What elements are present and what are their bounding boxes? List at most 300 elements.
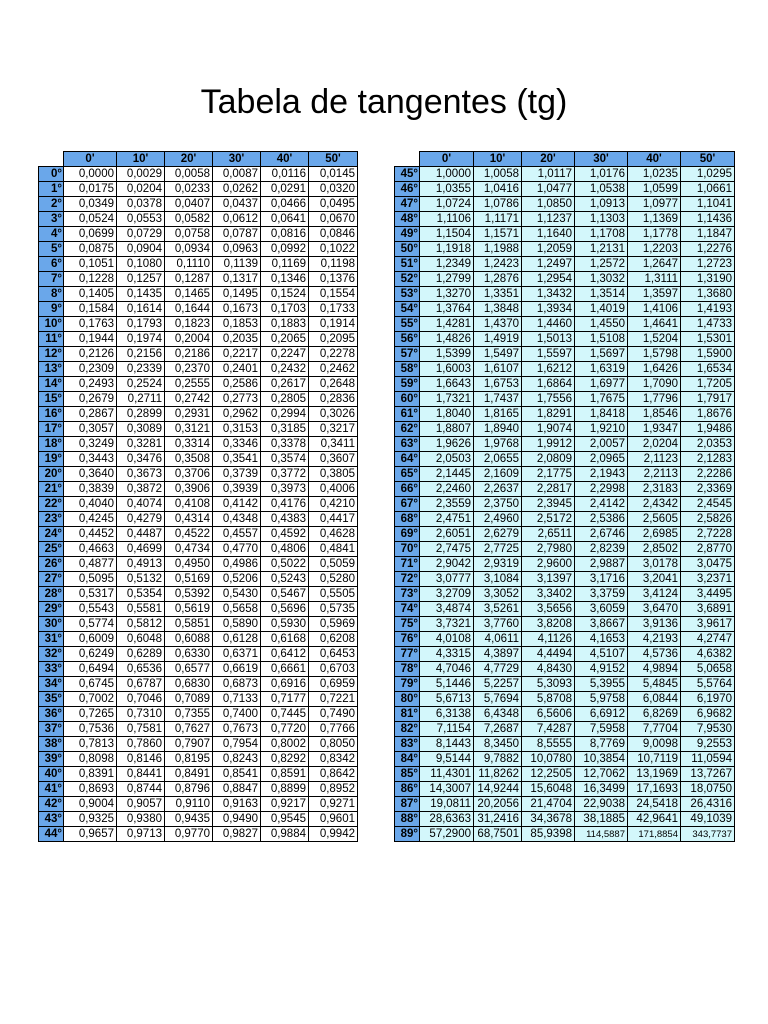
tangent-value: 0,7720 (261, 722, 309, 737)
tangent-value: 0,5658 (213, 602, 261, 617)
tangent-value: 0,8292 (261, 752, 309, 767)
tangent-value: 1,2572 (575, 257, 628, 272)
table-row (395, 242, 735, 257)
header-cell: 40' (261, 152, 309, 167)
angle-label: 4° (39, 227, 64, 242)
angle-label: 23° (39, 512, 64, 527)
tangent-value: 0,2339 (117, 362, 165, 377)
tangent-value: 0,0729 (117, 227, 165, 242)
tangent-value: 0,2742 (165, 392, 213, 407)
tangent-value: 2,0204 (628, 437, 681, 452)
tangent-value: 1,4281 (420, 317, 474, 332)
tangent-value: 1,0538 (575, 182, 628, 197)
tangent-value: 5,2257 (474, 677, 522, 692)
angle-label: 54° (395, 302, 420, 317)
tangent-value: 1,3190 (681, 272, 735, 287)
table-row (39, 767, 358, 782)
tangent-value: 4,7046 (420, 662, 474, 677)
tangent-value: 1,3934 (522, 302, 575, 317)
tangent-value: 2,3750 (474, 497, 522, 512)
tangent-value: 6,0844 (628, 692, 681, 707)
table-row (39, 572, 358, 587)
angle-label: 64° (395, 452, 420, 467)
tangent-value: 1,4550 (575, 317, 628, 332)
table-row (39, 782, 358, 797)
tangent-value: 4,9894 (628, 662, 681, 677)
tangent-value: 1,2423 (474, 257, 522, 272)
table-body-right (395, 167, 735, 842)
tangent-value: 1,2799 (420, 272, 474, 287)
tangent-value: 0,5735 (309, 602, 358, 617)
tangent-value: 0,7627 (165, 722, 213, 737)
table-row (395, 632, 735, 647)
tangent-value: 3,1716 (575, 572, 628, 587)
tangent-value: 0,6330 (165, 647, 213, 662)
tangent-value: 8,7769 (575, 737, 628, 752)
tangent-value: 1,1237 (522, 212, 575, 227)
tangent-value: 1,2349 (420, 257, 474, 272)
tangent-value: 0,8744 (117, 782, 165, 797)
tangent-value: 0,6916 (261, 677, 309, 692)
angle-label: 61° (395, 407, 420, 422)
table-row (395, 512, 735, 527)
angle-label: 60° (395, 392, 420, 407)
angle-label: 32° (39, 647, 64, 662)
tangent-value: 0,2065 (261, 332, 309, 347)
header-row (395, 152, 735, 167)
tangent-value: 57,2900 (420, 827, 474, 842)
tangent-value: 2,3559 (420, 497, 474, 512)
corner-cell (39, 152, 64, 167)
table-row (39, 317, 358, 332)
angle-label: 65° (395, 467, 420, 482)
tangent-value: 0,2156 (117, 347, 165, 362)
tangent-value: 1,7556 (522, 392, 575, 407)
tangent-value: 0,0000 (64, 167, 117, 182)
tangent-value: 0,5280 (309, 572, 358, 587)
tangent-value: 0,3314 (165, 437, 213, 452)
table-row (39, 272, 358, 287)
header-cell: 40' (628, 152, 681, 167)
angle-label: 56° (395, 332, 420, 347)
tangent-value: 2,8239 (575, 542, 628, 557)
angle-label: 78° (395, 662, 420, 677)
angle-label: 34° (39, 677, 64, 692)
tangent-value: 13,7267 (681, 767, 735, 782)
tangent-value: 42,9641 (628, 812, 681, 827)
tangent-value: 0,5619 (165, 602, 213, 617)
tangent-value: 5,1446 (420, 677, 474, 692)
tangent-value: 6,4348 (474, 707, 522, 722)
tangent-value: 0,4383 (261, 512, 309, 527)
tangent-value: 4,0108 (420, 632, 474, 647)
tangent-value: 4,1653 (575, 632, 628, 647)
angle-label: 79° (395, 677, 420, 692)
tangent-value: 2,8502 (628, 542, 681, 557)
tangent-value: 1,2647 (628, 257, 681, 272)
tangent-value: 0,5022 (261, 557, 309, 572)
tangent-value: 4,2747 (681, 632, 735, 647)
tangent-value: 2,0965 (575, 452, 628, 467)
table-row (395, 662, 735, 677)
tangent-value: 1,9626 (420, 437, 474, 452)
tangent-value: 0,5890 (213, 617, 261, 632)
angle-label: 57° (395, 347, 420, 362)
tangent-value: 3,5261 (474, 602, 522, 617)
table-row (395, 302, 735, 317)
tangent-value: 1,0661 (681, 182, 735, 197)
tangent-value: 0,1763 (64, 317, 117, 332)
header-cell: 10' (117, 152, 165, 167)
tangent-value: 0,1198 (309, 257, 358, 272)
tangent-value: 1,0176 (575, 167, 628, 182)
tangent-value: 0,0699 (64, 227, 117, 242)
tangent-value: 68,7501 (474, 827, 522, 842)
tangent-value: 0,7355 (165, 707, 213, 722)
table-row (395, 317, 735, 332)
tangent-value: 0,1614 (117, 302, 165, 317)
tangent-value: 1,4919 (474, 332, 522, 347)
tangent-value: 0,3443 (64, 452, 117, 467)
tangent-value: 0,9770 (165, 827, 213, 842)
tangent-value: 2,6279 (474, 527, 522, 542)
tangent-value: 1,0724 (420, 197, 474, 212)
tangent-value: 2,4545 (681, 497, 735, 512)
tangent-value: 0,0524 (64, 212, 117, 227)
tangent-value: 7,9530 (681, 722, 735, 737)
header-cell: 50' (681, 152, 735, 167)
tangent-value: 1,7917 (681, 392, 735, 407)
angle-label: 68° (395, 512, 420, 527)
table-body-left (39, 167, 358, 842)
tangent-value: 0,1139 (213, 257, 261, 272)
tangent-value: 0,1524 (261, 287, 309, 302)
angle-label: 58° (395, 362, 420, 377)
corner-cell (395, 152, 420, 167)
angle-label: 49° (395, 227, 420, 242)
header-cell: 30' (213, 152, 261, 167)
tangent-value: 0,6048 (117, 632, 165, 647)
tangent-value: 4,9152 (575, 662, 628, 677)
tangent-value: 2,7980 (522, 542, 575, 557)
tangent-value: 0,1823 (165, 317, 213, 332)
tangent-value: 6,9682 (681, 707, 735, 722)
table-row (39, 617, 358, 632)
tangent-value: 0,7265 (64, 707, 117, 722)
angle-label: 41° (39, 782, 64, 797)
tangent-value: 0,5851 (165, 617, 213, 632)
tangent-value: 1,1918 (420, 242, 474, 257)
tangent-value: 0,9380 (117, 812, 165, 827)
tangent-value: 0,5467 (261, 587, 309, 602)
tangent-value: 6,5606 (522, 707, 575, 722)
table-row (395, 422, 735, 437)
tangent-value: 1,3764 (420, 302, 474, 317)
tangent-value: 5,5764 (681, 677, 735, 692)
tangent-value: 15,6048 (522, 782, 575, 797)
tangent-value: 3,9136 (628, 617, 681, 632)
tangent-value: 0,1703 (261, 302, 309, 317)
tangent-value: 0,6371 (213, 647, 261, 662)
tangent-value: 0,7046 (117, 692, 165, 707)
table-row (395, 557, 735, 572)
tangent-value: 1,8676 (681, 407, 735, 422)
angle-label: 42° (39, 797, 64, 812)
tangent-value: 19,0811 (420, 797, 474, 812)
tangent-value: 0,4913 (117, 557, 165, 572)
angle-label: 1° (39, 182, 64, 197)
angle-label: 73° (395, 587, 420, 602)
tangent-value: 8,5555 (522, 737, 575, 752)
tangent-value: 1,4826 (420, 332, 474, 347)
tangent-value: 0,8952 (309, 782, 358, 797)
angle-label: 88° (395, 812, 420, 827)
tangent-value: 1,3680 (681, 287, 735, 302)
header-cell: 0' (64, 152, 117, 167)
tangent-value: 0,1974 (117, 332, 165, 347)
table-row (395, 287, 735, 302)
angle-label: 46° (395, 182, 420, 197)
tangent-value: 1,9074 (522, 422, 575, 437)
tangent-value: 21,4704 (522, 797, 575, 812)
angle-label: 50° (395, 242, 420, 257)
tangent-value: 0,1110 (165, 257, 213, 272)
tangent-value: 0,5969 (309, 617, 358, 632)
tangent-value: 1,5798 (628, 347, 681, 362)
tangent-value: 1,5204 (628, 332, 681, 347)
angle-label: 40° (39, 767, 64, 782)
tangent-value: 1,0295 (681, 167, 735, 182)
tangent-value: 0,6661 (261, 662, 309, 677)
tangent-value: 0,6168 (261, 632, 309, 647)
tangent-value: 2,6746 (575, 527, 628, 542)
tangent-value: 2,9319 (474, 557, 522, 572)
table-row (395, 707, 735, 722)
tangent-value: 0,6703 (309, 662, 358, 677)
tangent-value: 4,0611 (474, 632, 522, 647)
angle-label: 6° (39, 257, 64, 272)
tangent-value: 0,3939 (213, 482, 261, 497)
tangent-value: 0,4557 (213, 527, 261, 542)
table-row (395, 497, 735, 512)
tangent-value: 2,7228 (681, 527, 735, 542)
tangent-value: 1,1847 (681, 227, 735, 242)
tangent-value: 1,8807 (420, 422, 474, 437)
page-title: Tabela de tangentes (tg) (200, 83, 568, 121)
tangent-value: 3,0475 (681, 557, 735, 572)
tangent-value: 0,3185 (261, 422, 309, 437)
tangent-value: 0,0087 (213, 167, 261, 182)
tangent-value: 0,6745 (64, 677, 117, 692)
tangent-value: 0,0291 (261, 182, 309, 197)
tangent-value: 2,0655 (474, 452, 522, 467)
table-row (395, 782, 735, 797)
angle-label: 67° (395, 497, 420, 512)
tangent-value: 0,8243 (213, 752, 261, 767)
tangent-value: 3,8208 (522, 617, 575, 632)
tangent-value: 20,2056 (474, 797, 522, 812)
table-row (395, 737, 735, 752)
header-cell: 10' (474, 152, 522, 167)
table-row (39, 407, 358, 422)
tangent-value: 9,7882 (474, 752, 522, 767)
tangent-value: 38,1885 (575, 812, 628, 827)
tangent-value: 0,1853 (213, 317, 261, 332)
tangent-value: 1,2497 (522, 257, 575, 272)
tangent-value: 3,1084 (474, 572, 522, 587)
tangent-value: 6,1970 (681, 692, 735, 707)
tangent-value: 5,9758 (575, 692, 628, 707)
angle-label: 19° (39, 452, 64, 467)
tangent-value: 2,0503 (420, 452, 474, 467)
angle-label: 17° (39, 422, 64, 437)
angle-label: 2° (39, 197, 64, 212)
tangent-value: 1,1504 (420, 227, 474, 242)
table-row (395, 362, 735, 377)
tangent-value: 2,5172 (522, 512, 575, 527)
tangent-value: 0,0641 (261, 212, 309, 227)
tangent-value: 0,0320 (309, 182, 358, 197)
tangent-value: 1,2131 (575, 242, 628, 257)
tangent-value: 3,3402 (522, 587, 575, 602)
tangent-value: 0,6412 (261, 647, 309, 662)
tangent-value: 3,1397 (522, 572, 575, 587)
tangent-value: 0,9713 (117, 827, 165, 842)
table-row (395, 212, 735, 227)
angle-label: 47° (395, 197, 420, 212)
tangent-value: 0,2679 (64, 392, 117, 407)
tangent-value: 0,9827 (213, 827, 261, 842)
header-cell: 30' (575, 152, 628, 167)
tangent-value: 0,2370 (165, 362, 213, 377)
tangent-value: 1,8291 (522, 407, 575, 422)
tangent-value: 2,9042 (420, 557, 474, 572)
angle-label: 25° (39, 542, 64, 557)
angle-label: 12° (39, 347, 64, 362)
tangent-value: 2,1445 (420, 467, 474, 482)
tangent-value: 26,4316 (681, 797, 735, 812)
tangent-value: 0,6959 (309, 677, 358, 692)
tangent-value: 0,8441 (117, 767, 165, 782)
tangent-value: 1,3111 (628, 272, 681, 287)
table-row (39, 797, 358, 812)
tangent-value: 1,7090 (628, 377, 681, 392)
tangent-value: 0,8591 (261, 767, 309, 782)
tangent-value: 1,4019 (575, 302, 628, 317)
angle-label: 53° (395, 287, 420, 302)
tangent-value: 2,7725 (474, 542, 522, 557)
tangent-value: 0,1914 (309, 317, 358, 332)
tangent-value: 0,4006 (309, 482, 358, 497)
tangent-value: 1,2876 (474, 272, 522, 287)
angle-label: 33° (39, 662, 64, 677)
tangent-value: 16,3499 (575, 782, 628, 797)
tangent-value: 0,0816 (261, 227, 309, 242)
tangent-value: 0,6619 (213, 662, 261, 677)
angle-label: 84° (395, 752, 420, 767)
angle-label: 16° (39, 407, 64, 422)
tangent-value: 2,2113 (628, 467, 681, 482)
table-row (395, 182, 735, 197)
tangent-value: 4,5736 (628, 647, 681, 662)
tangent-value: 0,4314 (165, 512, 213, 527)
tangent-value: 0,2462 (309, 362, 358, 377)
tangent-value: 0,5169 (165, 572, 213, 587)
tangent-value: 4,2193 (628, 632, 681, 647)
tangent-value: 1,8940 (474, 422, 522, 437)
tangent-value: 3,2041 (628, 572, 681, 587)
table-row (39, 692, 358, 707)
tangent-value: 0,0233 (165, 182, 213, 197)
table-row (39, 512, 358, 527)
tangent-value: 1,6107 (474, 362, 522, 377)
angle-label: 37° (39, 722, 64, 737)
tangent-value: 0,1673 (213, 302, 261, 317)
tangent-value: 0,6249 (64, 647, 117, 662)
angle-label: 81° (395, 707, 420, 722)
tangent-value: 0,8146 (117, 752, 165, 767)
tangent-value: 0,4245 (64, 512, 117, 527)
tangent-value: 1,5108 (575, 332, 628, 347)
tangent-value: 1,1571 (474, 227, 522, 242)
tangent-value: 0,4176 (261, 497, 309, 512)
tangent-value: 12,7062 (575, 767, 628, 782)
angle-label: 75° (395, 617, 420, 632)
tangent-value: 1,3032 (575, 272, 628, 287)
tangent-value: 0,2126 (64, 347, 117, 362)
tangent-value: 5,8708 (522, 692, 575, 707)
table-row (395, 602, 735, 617)
tangent-value: 0,3839 (64, 482, 117, 497)
table-row (39, 677, 358, 692)
tangent-value: 0,7536 (64, 722, 117, 737)
tangent-value: 0,7445 (261, 707, 309, 722)
tangent-value: 0,7002 (64, 692, 117, 707)
tangent-value: 2,1283 (681, 452, 735, 467)
tangent-value: 8,3450 (474, 737, 522, 752)
tangent-value: 7,4287 (522, 722, 575, 737)
tangent-value: 2,4960 (474, 512, 522, 527)
tangent-value: 1,0416 (474, 182, 522, 197)
tangent-value: 0,8796 (165, 782, 213, 797)
tangent-value: 1,9912 (522, 437, 575, 452)
table-row (395, 437, 735, 452)
angle-label: 86° (395, 782, 420, 797)
angle-label: 26° (39, 557, 64, 572)
tangent-value: 0,0116 (261, 167, 309, 182)
tangent-value: 0,4142 (213, 497, 261, 512)
tangent-value: 7,2687 (474, 722, 522, 737)
tangent-value: 0,0058 (165, 167, 213, 182)
tangent-value: 0,2805 (261, 392, 309, 407)
table-row (395, 332, 735, 347)
tangent-value: 0,4040 (64, 497, 117, 512)
tangent-value: 0,5774 (64, 617, 117, 632)
tangent-value: 0,4841 (309, 542, 358, 557)
tangent-value: 1,7205 (681, 377, 735, 392)
tangent-value: 49,1039 (681, 812, 735, 827)
tangent-value: 0,6536 (117, 662, 165, 677)
tangent-value: 2,7475 (420, 542, 474, 557)
tangent-value: 0,7860 (117, 737, 165, 752)
tangent-value: 0,3772 (261, 467, 309, 482)
table-row (39, 527, 358, 542)
tangent-value: 0,0612 (213, 212, 261, 227)
table-row (39, 812, 358, 827)
tangent-value: 1,6643 (420, 377, 474, 392)
tangent-value: 2,5605 (628, 512, 681, 527)
tangent-value: 0,9545 (261, 812, 309, 827)
